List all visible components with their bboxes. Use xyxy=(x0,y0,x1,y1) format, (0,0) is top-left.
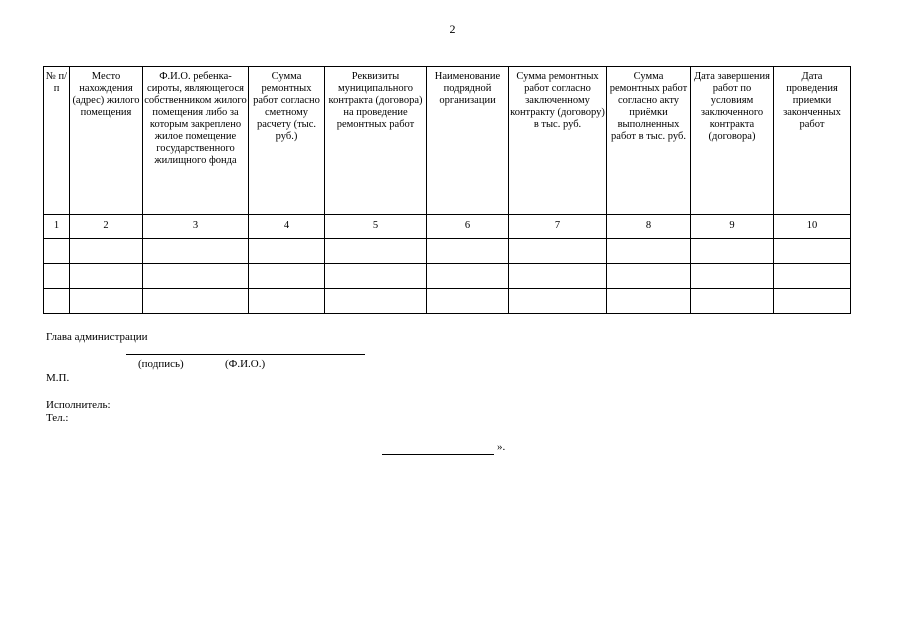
closing-quote: ». xyxy=(497,441,506,453)
empty-cell xyxy=(774,264,851,289)
header-cell-acceptance-date: Дата проведения приемки законченных работ xyxy=(774,67,851,215)
empty-cell xyxy=(691,264,774,289)
empty-cell xyxy=(143,289,249,314)
table-row xyxy=(44,239,851,264)
name-caption: (Ф.И.О.) xyxy=(225,358,266,370)
name-line xyxy=(232,354,365,355)
header-cell-address: Место нахождения (адрес) жилого помещения xyxy=(70,67,143,215)
empty-cell xyxy=(44,289,70,314)
empty-cell xyxy=(249,289,325,314)
empty-cell xyxy=(427,289,509,314)
empty-cell xyxy=(325,289,427,314)
empty-cell xyxy=(44,264,70,289)
empty-cell xyxy=(427,264,509,289)
stamp-label: М.П. xyxy=(46,372,70,384)
empty-cell xyxy=(143,239,249,264)
empty-cell xyxy=(607,289,691,314)
column-number: 6 xyxy=(427,215,509,239)
head-of-administration-label: Глава администрации xyxy=(46,331,148,343)
header-cell-act-sum: Сумма ремонтных работ согласно акту приёмки выполненных работ в тыс. руб. xyxy=(607,67,691,215)
header-cell-contract-sum: Сумма ремонтных работ согласно заключенному контракту (договору) в тыс. руб. xyxy=(509,67,607,215)
header-cell-completion-date: Дата завершения работ по условиям заключенного контракта (договора) xyxy=(691,67,774,215)
empty-cell xyxy=(509,289,607,314)
empty-cell xyxy=(607,264,691,289)
empty-cell xyxy=(70,264,143,289)
table-header-row xyxy=(44,67,851,215)
column-number: 1 xyxy=(44,215,70,239)
column-number: 7 xyxy=(509,215,607,239)
empty-cell xyxy=(143,264,249,289)
empty-cell xyxy=(427,239,509,264)
header-cell-estimate-sum: Сумма ремонтных работ согласно сметному расчету (тыс. руб.) xyxy=(249,67,325,215)
empty-cell xyxy=(249,264,325,289)
header-cell-number: № п/п xyxy=(44,67,70,215)
empty-cell xyxy=(774,289,851,314)
column-number: 9 xyxy=(691,215,774,239)
report-table xyxy=(43,66,851,314)
column-number: 10 xyxy=(774,215,851,239)
empty-cell xyxy=(70,289,143,314)
empty-cell xyxy=(509,239,607,264)
page-number: 2 xyxy=(449,22,456,36)
executor-label: Исполнитель: xyxy=(46,399,111,411)
empty-cell xyxy=(325,239,427,264)
column-number: 2 xyxy=(70,215,143,239)
header-cell-orphan-name: Ф.И.О. ребенка-сироты, являющегося собственником жилого помещения либо за которым закреплено жилое помещение государственного жилищного фонда xyxy=(143,67,249,215)
column-number: 8 xyxy=(607,215,691,239)
column-number: 4 xyxy=(249,215,325,239)
column-number-row xyxy=(44,215,851,239)
phone-label: Тел.: xyxy=(46,412,69,424)
empty-cell xyxy=(70,239,143,264)
empty-cell xyxy=(44,239,70,264)
signature-caption: (подпись) xyxy=(138,358,184,370)
table-row xyxy=(44,289,851,314)
empty-cell xyxy=(325,264,427,289)
date-line xyxy=(382,454,494,455)
empty-cell xyxy=(691,289,774,314)
column-number: 3 xyxy=(143,215,249,239)
header-cell-contract-details: Реквизиты муниципального контракта (договора) на проведение ремонтных работ xyxy=(325,67,427,215)
table-row xyxy=(44,264,851,289)
empty-cell xyxy=(249,239,325,264)
empty-cell xyxy=(509,264,607,289)
signature-line xyxy=(126,354,232,355)
empty-cell xyxy=(691,239,774,264)
empty-cell xyxy=(607,239,691,264)
header-cell-contractor-name: Наименование подрядной организации xyxy=(427,67,509,215)
empty-cell xyxy=(774,239,851,264)
column-number: 5 xyxy=(325,215,427,239)
